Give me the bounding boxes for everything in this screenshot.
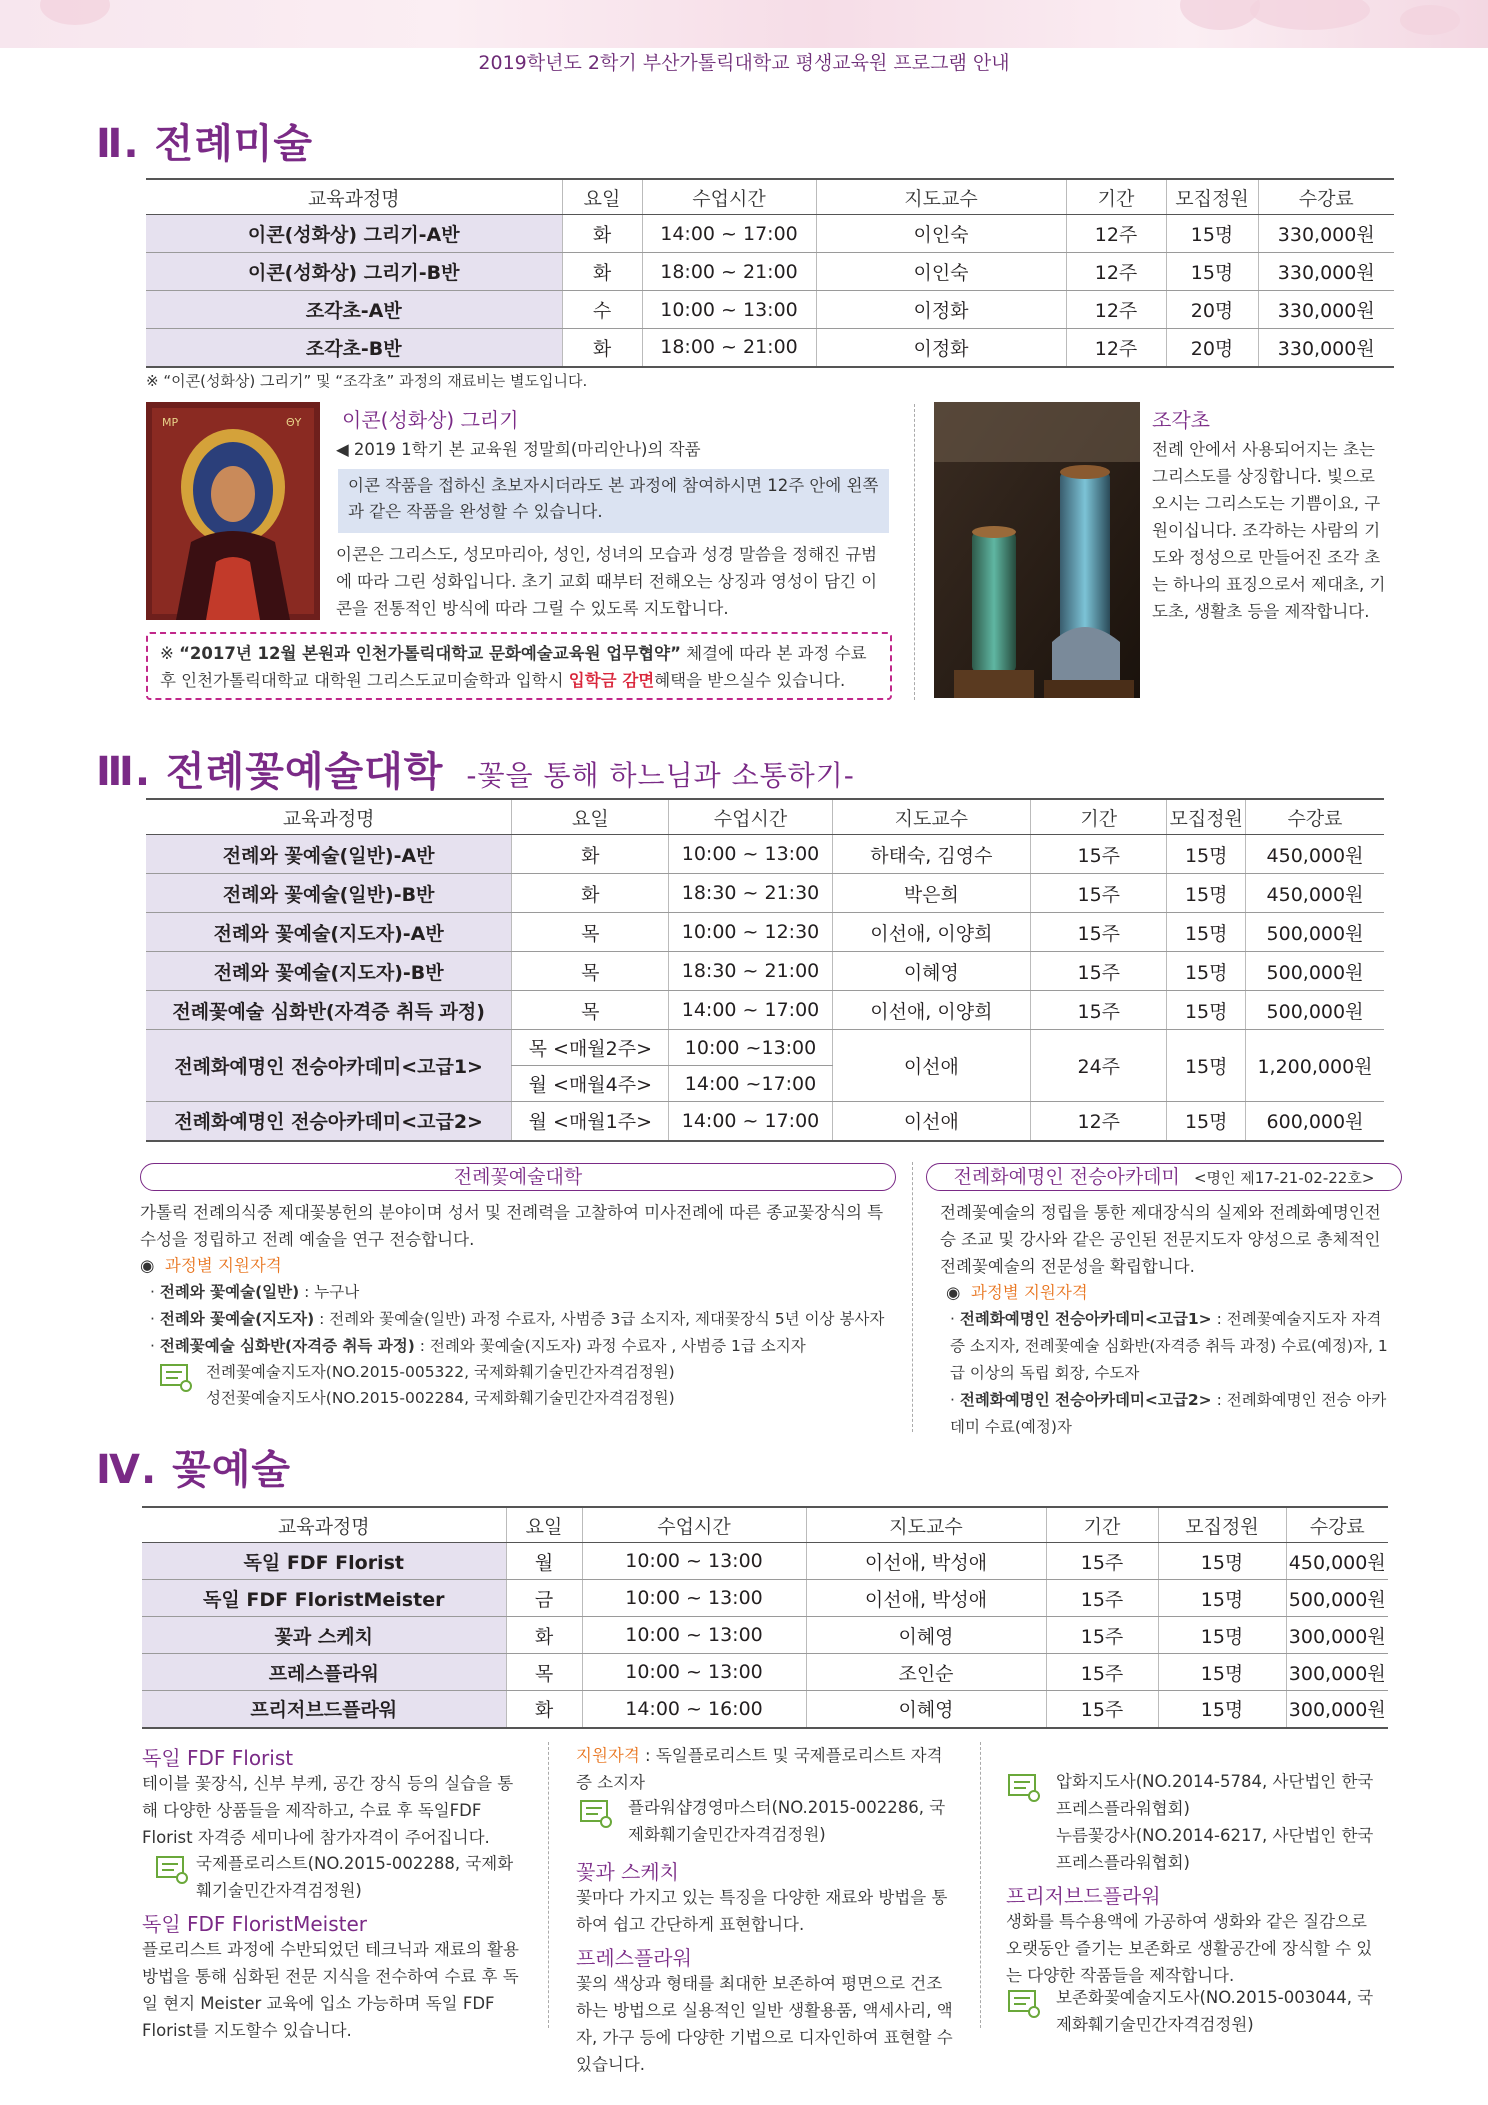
cell-teacher: 이혜영 <box>806 1691 1046 1728</box>
cell-day: 목 <box>506 1654 582 1691</box>
support-label: 과정별 지원자격 <box>970 1283 1088 1302</box>
liturgical-flower-college-bar: 전례꽃예술대학 <box>140 1163 896 1191</box>
cell-fee: 450,000원 <box>1245 835 1384 874</box>
cell-day: 목 <box>512 913 669 952</box>
cell-course: 전례와 꽃예술(지도자)-B반 <box>146 952 512 991</box>
section-4-title <box>96 1438 291 1495</box>
preserved-flower-description: 생화를 특수용액에 가공하여 생화와 같은 질감으로 오랫동안 즐기는 보존화로 생활공간에 장식할 수 있는 다양한 작품들을 제작합니다. <box>1006 1912 1373 1985</box>
cell-fee: 500,000원 <box>1245 913 1384 952</box>
section-2-title <box>96 112 313 169</box>
item-text: : 전례화예명인 전승 아카데미 수료(예정)자 <box>950 1391 1387 1436</box>
section-number: Ⅱ. <box>96 121 140 167</box>
agreement-notice <box>146 632 892 700</box>
support-label: 지원자격 <box>576 1746 640 1765</box>
cell-period: 12주 <box>1066 215 1166 253</box>
cell-teacher: 이정화 <box>816 329 1066 367</box>
cell-fee: 300,000원 <box>1286 1691 1388 1728</box>
item-bold: 전례화예명인 전승아카데미<고급1> <box>959 1310 1212 1328</box>
list-item: · 전례화예명인 전승아카데미<고급1> : 전례꽃예술지도자 자격증 소지자, 전례꽃예술 심화반(자격증 취득 과정) 수료(예정)자, 1급 이상의 독립 회장, 수도자 <box>950 1310 1388 1382</box>
support-text: : 독일플로리스트 및 국제플로리스트 자격증 소지자 <box>576 1746 943 1792</box>
table-row <box>142 1617 1388 1654</box>
cell-teacher: 이선애, 이양희 <box>832 991 1030 1030</box>
cell-teacher: 하태숙, 김영수 <box>832 835 1030 874</box>
cell-capacity: 15명 <box>1166 253 1258 291</box>
header-fee: 수강료 <box>1258 179 1394 215</box>
fdf-florist-cert: 국제플로리스트(NO.2015-002288, 국제화훼기술민간자격검정원) <box>196 1854 514 1900</box>
cell-course: 전례와 꽃예술(일반)-B반 <box>146 874 512 913</box>
cell-teacher: 이선애 <box>832 1102 1030 1141</box>
table-row <box>146 913 1384 952</box>
table-row <box>142 1654 1388 1691</box>
header-period: 기간 <box>1066 179 1166 215</box>
icon-highlight-box: 이콘 작품을 접하신 초보자시더라도 본 과정에 참여하시면 12주 안에 왼쪽과 같은 작품을 완성할 수 있습니다. <box>338 469 889 533</box>
cell-fee: 300,000원 <box>1286 1654 1388 1691</box>
divider <box>914 404 915 700</box>
academy-bar <box>926 1163 1402 1191</box>
cell-day: 화 <box>562 329 642 367</box>
cell-time: 10:00 ~ 12:30 <box>669 913 832 952</box>
cell-time: 10:00 ~ 13:00 <box>582 1617 806 1654</box>
cell-fee: 500,000원 <box>1245 952 1384 991</box>
cell-fee: 500,000원 <box>1286 1580 1388 1617</box>
header-day: 요일 <box>506 1507 582 1543</box>
agreement-bold: “2017년 12월 본원과 인천가톨릭대학교 문화예술교육원 업무협약” <box>179 644 681 663</box>
cell-day: 화 <box>512 874 669 913</box>
cert-line: 성전꽃예술지도사(NO.2015-002284, 국제화훼기술민간자격검정원) <box>206 1389 675 1407</box>
cell-course: 전례와 꽃예술(일반)-A반 <box>146 835 512 874</box>
cell-course: 전례화예명인 전승아카데미<고급2> <box>146 1102 512 1141</box>
cell-time: 10:00 ~13:00 <box>669 1030 832 1066</box>
list-item: · 전례화예명인 전승아카데미<고급2> : 전례화예명인 전승 아카데미 수료(예정)자 <box>950 1391 1387 1436</box>
cell-period: 15주 <box>1031 913 1167 952</box>
divider <box>548 1742 549 2028</box>
press-flower-description: 꽃의 색상과 형태를 최대한 보존하여 평면으로 건조하는 방법으로 실용적인 일반 생활용품, 액세사리, 액자, 가구 등에 다양한 기법으로 디자인하여 표현할 수 있습니다. <box>576 1974 953 2074</box>
header-capacity: 모집정원 <box>1158 1507 1286 1543</box>
icon-course-title: 이콘(성화상) 그리기 <box>342 408 519 432</box>
cell-day: 화 <box>506 1617 582 1654</box>
table-row <box>142 1580 1388 1617</box>
cell-time: 10:00 ~ 13:00 <box>582 1580 806 1617</box>
agreement-highlight: 입학금 감면 <box>568 671 655 690</box>
cell-fee: 1,200,000원 <box>1245 1030 1384 1102</box>
cell-day: 목 <box>512 991 669 1030</box>
cell-period: 24주 <box>1031 1030 1167 1102</box>
header-time: 수업시간 <box>642 179 816 215</box>
header-fee: 수강료 <box>1245 799 1384 835</box>
cell-period: 15주 <box>1031 991 1167 1030</box>
cell-teacher: 박은희 <box>832 874 1030 913</box>
cell-capacity: 15명 <box>1167 913 1246 952</box>
section-title-text: 전례꽃예술대학 <box>165 749 444 795</box>
item-bold: 전례와 꽃예술(일반) <box>159 1283 300 1301</box>
header-capacity: 모집정원 <box>1166 179 1258 215</box>
header-period: 기간 <box>1031 799 1167 835</box>
top-decorative-band <box>0 0 1488 48</box>
cell-time: 18:30 ~ 21:30 <box>669 874 832 913</box>
cell-capacity: 15명 <box>1167 952 1246 991</box>
header-course: 교육과정명 <box>146 799 512 835</box>
cell-fee: 600,000원 <box>1245 1102 1384 1141</box>
table-row <box>146 329 1394 367</box>
table-row <box>146 835 1384 874</box>
cell-time: 10:00 ~ 13:00 <box>582 1543 806 1580</box>
academy-bar-sub: <명인 제17-21-02-22호> <box>1193 1169 1375 1187</box>
table-header-row <box>142 1507 1388 1543</box>
cell-period: 15주 <box>1046 1580 1158 1617</box>
cell-fee: 450,000원 <box>1286 1543 1388 1580</box>
cell-time: 14:00 ~ 17:00 <box>669 1102 832 1141</box>
cell-period: 15주 <box>1046 1691 1158 1728</box>
candle-course-title: 조각초 <box>1152 408 1210 432</box>
fdf-florist-description: 테이블 꽃장식, 신부 부케, 공간 장식 등의 실습을 통해 다양한 상품들을 제작하고, 수료 후 독일FDF Florist 자격증 세미나에 참가자격이 주어집니다. <box>142 1774 514 1847</box>
cell-course: 전례화예명인 전승아카데미<고급1> <box>146 1030 512 1102</box>
cell-teacher: 조인순 <box>806 1654 1046 1691</box>
cell-course: 꽃과 스케치 <box>142 1617 506 1654</box>
item-text: : 누구나 <box>299 1283 360 1301</box>
certificate-icon <box>156 1856 190 1886</box>
cell-time: 18:00 ~ 21:00 <box>642 253 816 291</box>
page-header: 2019학년도 2학기 부산가톨릭대학교 평생교육원 프로그램 안내 <box>478 52 1010 74</box>
cell-fee: 500,000원 <box>1245 991 1384 1030</box>
cell-teacher: 이인숙 <box>816 253 1066 291</box>
cell-teacher: 이선애, 이양희 <box>832 913 1030 952</box>
cell-capacity: 20명 <box>1166 329 1258 367</box>
cell-period: 15주 <box>1031 835 1167 874</box>
divider <box>912 1162 913 1432</box>
header-course: 교육과정명 <box>142 1507 506 1543</box>
sketch-title: 꽃과 스케치 <box>576 1860 679 1884</box>
header-time: 수업시간 <box>582 1507 806 1543</box>
table-row <box>146 991 1384 1030</box>
preserved-cert: 보존화꽃예술지도사(NO.2015-003044, 국제화훼기술민간자격검정원) <box>1056 1988 1374 2034</box>
cell-course: 전례와 꽃예술(지도자)-A반 <box>146 913 512 952</box>
cell-time: 14:00 ~ 17:00 <box>669 991 832 1030</box>
section-title-text: 전례미술 <box>154 121 314 167</box>
certificate-icon <box>580 1800 614 1830</box>
cell-capacity: 15명 <box>1158 1543 1286 1580</box>
sec2-table <box>146 178 1394 368</box>
cell-course: 조각초-A반 <box>146 291 562 329</box>
svg-text:MP: MP <box>162 416 179 429</box>
cell-day: 월 <매월4주> <box>512 1066 669 1102</box>
cell-capacity: 20명 <box>1166 291 1258 329</box>
academy-bar-title: 전례화예명인 전승아카데미 <box>953 1166 1180 1188</box>
item-text: : 전례와 꽃예술(지도자) 과정 수료자 , 사범증 1급 소지자 <box>414 1337 806 1355</box>
cell-capacity: 15명 <box>1167 835 1246 874</box>
radio-bullet-icon: ◉ <box>140 1256 155 1275</box>
press-cert-1: 압화지도사(NO.2014-5784, 사단법인 한국프레스플라워협회) <box>1056 1772 1374 1818</box>
cell-capacity: 15명 <box>1167 1030 1246 1102</box>
cell-period: 15주 <box>1031 874 1167 913</box>
fdf-florist-title: 독일 FDF Florist <box>142 1746 294 1770</box>
cell-time: 14:00 ~ 17:00 <box>642 215 816 253</box>
header-day: 요일 <box>562 179 642 215</box>
cell-period: 12주 <box>1066 291 1166 329</box>
cell-course: 독일 FDF FloristMeister <box>142 1580 506 1617</box>
support-label: 과정별 지원자격 <box>164 1256 282 1275</box>
item-text: : 전례와 꽃예술(일반) 과정 수료자, 사범증 3급 소지자, 제대꽃장식 5년 이상 봉사자 <box>314 1310 885 1328</box>
table-row <box>146 1102 1384 1141</box>
section-number: Ⅲ. <box>96 749 152 795</box>
cell-day: 금 <box>506 1580 582 1617</box>
cell-period: 15주 <box>1031 952 1167 991</box>
cell-teacher: 이선애, 박성애 <box>806 1543 1046 1580</box>
cell-capacity: 15명 <box>1158 1691 1286 1728</box>
cell-capacity: 15명 <box>1166 215 1258 253</box>
cell-fee: 330,000원 <box>1258 253 1394 291</box>
cell-period: 15주 <box>1046 1654 1158 1691</box>
cell-fee: 330,000원 <box>1258 215 1394 253</box>
list-item: · 전례꽃예술 심화반(자격증 취득 과정) : 전례와 꽃예술(지도자) 과정 수료자 , 사범증 1급 소지자 <box>150 1337 806 1355</box>
fdf-meister-description: 플로리스트 과정에 수반되었던 테크닉과 재료의 활용방법을 통해 심화된 전문 지식을 전수하여 수료 후 독일 현지 Meister 교육에 입소 가능하며 독일 FDF Florist를 지도할수 있습니다. <box>142 1940 519 2040</box>
icon-description: 이콘은 그리스도, 성모마리아, 성인, 성녀의 모습과 성경 말씀을 정해진 규범에 따라 그린 성화입니다. 초기 교회 때부터 전해오는 상징과 영성이 담긴 이콘을 전통적인 방식에 따라 그릴 수 있도록 지도합니다. <box>336 545 878 618</box>
college-description: 가톨릭 전례의식중 제대꽃봉헌의 분야이며 성서 및 전례력을 고찰하여 미사전례에 따른 종교꽃장식의 특수성을 정립하고 전례 예술을 연구 전승합니다. <box>140 1203 884 1249</box>
table-row <box>146 952 1384 991</box>
support-heading <box>140 1252 282 1279</box>
cell-day: 월 <매월1주> <box>512 1102 669 1141</box>
cell-capacity: 15명 <box>1167 1102 1246 1141</box>
cell-capacity: 15명 <box>1158 1617 1286 1654</box>
cert-line: 전례꽃예술지도자(NO.2015-005322, 국제화훼기술민간자격검정원) <box>206 1363 675 1381</box>
cell-teacher: 이선애 <box>832 1030 1030 1102</box>
icon-caption: ◀ 2019 1학기 본 교육원 정말희(마리안나)의 작품 <box>336 440 701 459</box>
cell-day: 화 <box>562 253 642 291</box>
cell-capacity: 15명 <box>1158 1580 1286 1617</box>
item-bold: 전례화예명인 전승아카데미<고급2> <box>959 1391 1212 1409</box>
cell-fee: 330,000원 <box>1258 329 1394 367</box>
cell-course: 프리저브드플라워 <box>142 1691 506 1728</box>
cell-time: 18:00 ~ 21:00 <box>642 329 816 367</box>
header-time: 수업시간 <box>669 799 832 835</box>
svg-text:ΘΥ: ΘΥ <box>286 416 302 429</box>
table-row <box>146 253 1394 291</box>
cell-day: 화 <box>512 835 669 874</box>
table-row <box>146 215 1394 253</box>
cell-course: 이콘(성화상) 그리기-A반 <box>146 215 562 253</box>
cell-day: 수 <box>562 291 642 329</box>
cell-teacher: 이선애, 박성애 <box>806 1580 1046 1617</box>
cell-time: 14:00 ~17:00 <box>669 1066 832 1102</box>
certificate-icon <box>160 1364 194 1394</box>
cell-day: 화 <box>562 215 642 253</box>
header-teacher: 지도교수 <box>806 1507 1046 1543</box>
table-header-row <box>146 799 1384 835</box>
cell-capacity: 15명 <box>1167 991 1246 1030</box>
certificate-icon <box>1008 1990 1042 2020</box>
header-day: 요일 <box>512 799 669 835</box>
table-row <box>142 1691 1388 1728</box>
cell-day: 목 <매월2주> <box>512 1030 669 1066</box>
section-title-text: 꽃예술 <box>172 1447 291 1493</box>
table-row <box>142 1543 1388 1580</box>
agreement-mark: ※ <box>160 644 180 663</box>
cell-period: 12주 <box>1066 329 1166 367</box>
sec4-table <box>142 1506 1388 1729</box>
cell-teacher: 이인숙 <box>816 215 1066 253</box>
cell-course: 독일 FDF Florist <box>142 1543 506 1580</box>
cell-period: 12주 <box>1031 1102 1167 1141</box>
divider <box>980 1742 981 2028</box>
radio-bullet-icon: ◉ <box>946 1283 961 1302</box>
table-row <box>146 874 1384 913</box>
support-cert: 플라워샵경영마스터(NO.2015-002286, 국제화훼기술민간자격검정원) <box>628 1798 946 1844</box>
cell-day: 화 <box>506 1691 582 1728</box>
candle-description: 전례 안에서 사용되어지는 초는 그리스도를 상징합니다. 빛으로 오시는 그리스도는 기쁨이요, 구원이십니다. 조각하는 사람의 기도와 정성으로 만들어진 조각 초는 하나의 표징으로서 제대초, 기도초, 생활초 등을 제작합니다. <box>1152 440 1386 621</box>
table-row <box>146 1030 1384 1066</box>
cell-period: 15주 <box>1046 1543 1158 1580</box>
cell-teacher: 이정화 <box>816 291 1066 329</box>
carved-candle-image <box>934 402 1140 698</box>
support-heading <box>946 1279 1088 1306</box>
item-bold: 전례와 꽃예술(지도자) <box>159 1310 315 1328</box>
cell-teacher: 이혜영 <box>806 1617 1046 1654</box>
cell-fee: 300,000원 <box>1286 1617 1388 1654</box>
cell-teacher: 이혜영 <box>832 952 1030 991</box>
header-teacher: 지도교수 <box>816 179 1066 215</box>
header-capacity: 모집정원 <box>1167 799 1246 835</box>
table-header-row <box>146 179 1394 215</box>
fdf-meister-title: 독일 FDF FloristMeister <box>142 1912 368 1936</box>
cell-time: 10:00 ~ 13:00 <box>642 291 816 329</box>
cell-day: 목 <box>512 952 669 991</box>
cell-course: 프레스플라워 <box>142 1654 506 1691</box>
academy-description: 전례꽃예술의 정립을 통한 제대장식의 실제와 전례화예명인전승 조교 및 강사와 같은 공인된 전문지도자 양성으로 총체적인 전례꽃예술의 전문성을 확립합니다. <box>940 1203 1381 1276</box>
list-item: · 전례와 꽃예술(지도자) : 전례와 꽃예술(일반) 과정 수료자, 사범증 3급 소지자, 제대꽃장식 5년 이상 봉사자 <box>150 1310 885 1328</box>
header-course: 교육과정명 <box>146 179 562 215</box>
press-cert-2: 누름꽃강사(NO.2014-6217, 사단법인 한국프레스플라워협회) <box>1056 1826 1374 1872</box>
press-flower-title: 프레스플라워 <box>576 1946 692 1970</box>
header-period: 기간 <box>1046 1507 1158 1543</box>
support-qualification <box>576 1742 956 1796</box>
section-3-title <box>96 740 855 797</box>
agreement-text: 체결에 따라 본 과정 수료 후 인천가톨릭대학교 대학원 그리스도교미술학과 입학시 <box>160 644 867 690</box>
item-bold: 전례꽃예술 심화반(자격증 취득 과정) <box>159 1337 415 1355</box>
cell-time: 18:30 ~ 21:00 <box>669 952 832 991</box>
cell-course: 조각초-B반 <box>146 329 562 367</box>
cell-period: 12주 <box>1066 253 1166 291</box>
preserved-flower-title: 프리저브드플라워 <box>1006 1884 1161 1908</box>
table-row <box>146 291 1394 329</box>
header-fee: 수강료 <box>1286 1507 1388 1543</box>
cell-time: 10:00 ~ 13:00 <box>582 1654 806 1691</box>
sec3-table <box>146 798 1384 1142</box>
section-subtitle: -꽃을 통해 하느님과 소통하기- <box>466 759 855 792</box>
icon-painting-image <box>146 402 320 620</box>
cell-course: 전례꽃예술 심화반(자격증 취득 과정) <box>146 991 512 1030</box>
header-teacher: 지도교수 <box>832 799 1030 835</box>
cell-period: 15주 <box>1046 1617 1158 1654</box>
section-number: Ⅳ. <box>96 1447 158 1493</box>
sec2-note: ※ “이콘(성화상) 그리기” 및 “조각초” 과정의 재료비는 별도입니다. <box>146 372 588 390</box>
cell-time: 10:00 ~ 13:00 <box>669 835 832 874</box>
cell-fee: 330,000원 <box>1258 291 1394 329</box>
cell-time: 14:00 ~ 16:00 <box>582 1691 806 1728</box>
agreement-text-end: 혜택을 받으실수 있습니다. <box>654 671 846 690</box>
cell-course: 이콘(성화상) 그리기-B반 <box>146 253 562 291</box>
item-text: : 전례꽃예술지도자 자격증 소지자, 전례꽃예술 심화반(자격증 취득 과정) 수료(예정)자, 1급 이상의 독립 회장, 수도자 <box>950 1310 1388 1382</box>
sketch-description: 꽃마다 가지고 있는 특징을 다양한 재료와 방법을 통하여 쉽고 간단하게 표현합니다. <box>576 1888 948 1934</box>
cell-capacity: 15명 <box>1158 1654 1286 1691</box>
cell-fee: 450,000원 <box>1245 874 1384 913</box>
cell-day: 월 <box>506 1543 582 1580</box>
list-item: · 전례와 꽃예술(일반) : 누구나 <box>150 1283 360 1301</box>
certificate-icon <box>1008 1774 1042 1804</box>
cell-capacity: 15명 <box>1167 874 1246 913</box>
